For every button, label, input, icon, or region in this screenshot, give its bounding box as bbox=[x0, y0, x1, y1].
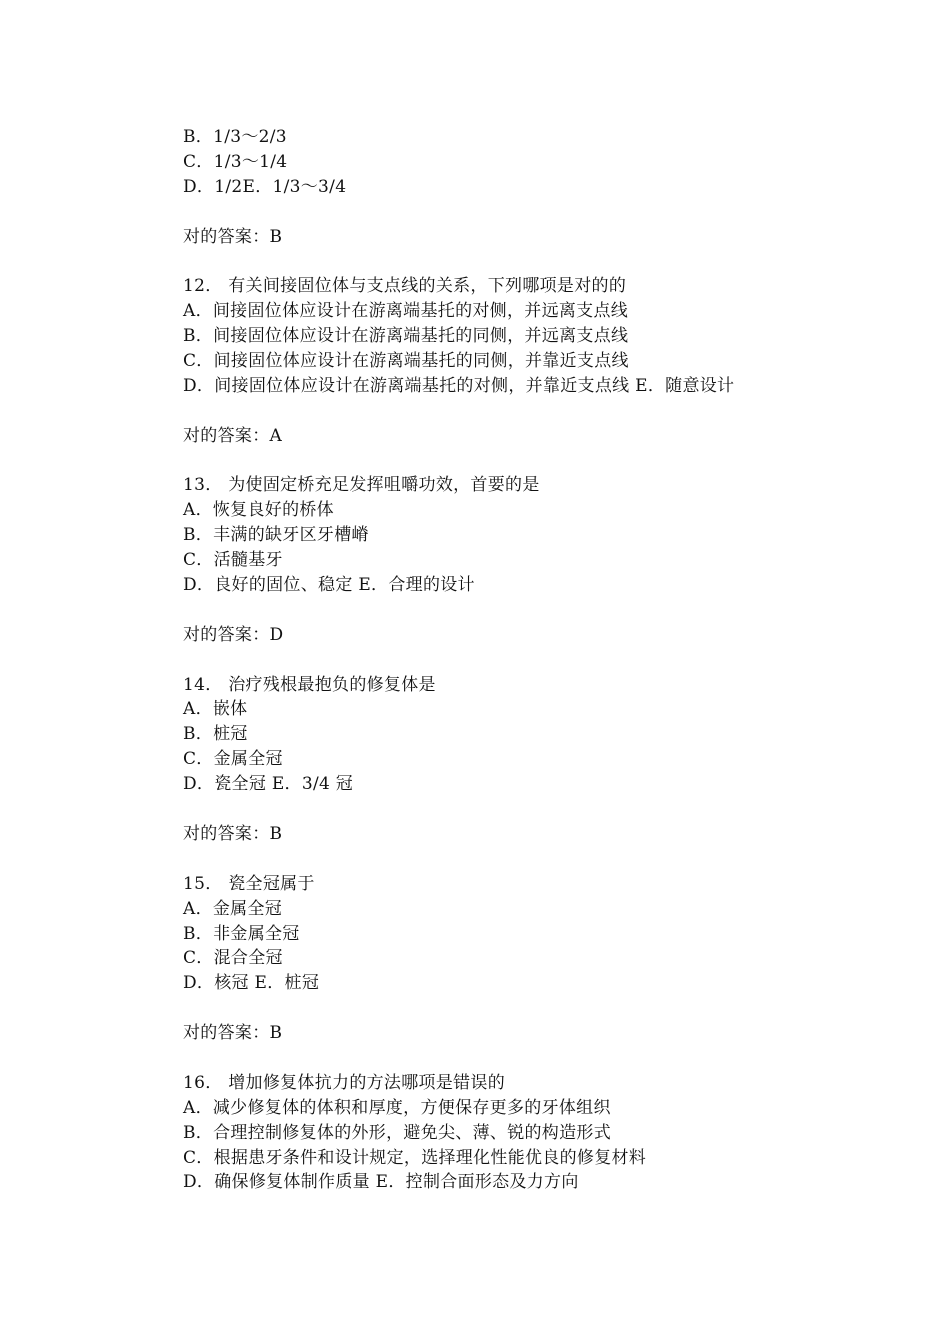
answer-13: 对的答案：D bbox=[183, 624, 284, 645]
question-12: 12． 有关间接固位体与支点线的关系，下列哪项是对的的 bbox=[183, 276, 627, 297]
spacer bbox=[183, 847, 903, 872]
q13-option-a: A．恢复良好的桥体 bbox=[183, 500, 334, 521]
q13-option-d-e: D．良好的固位、稳定 E．合理的设计 bbox=[183, 575, 475, 596]
q13-option-c: C．活髓基牙 bbox=[183, 550, 283, 571]
question-15: 15． 瓷全冠属于 bbox=[183, 873, 315, 894]
q16-option-c: C．根据患牙条件和设计规定，选择理化性能优良的修复材料 bbox=[183, 1147, 647, 1168]
q14-option-c: C．金属全冠 bbox=[183, 749, 283, 770]
q15-option-d-e: D．核冠 E．桩冠 bbox=[183, 973, 320, 994]
q16-option-b: B．合理控制修复体的外形，避免尖、薄、锐的构造形式 bbox=[183, 1122, 611, 1143]
q15-option-a: A．金属全冠 bbox=[183, 898, 283, 919]
spacer bbox=[183, 1046, 903, 1071]
q12-option-c: C．间接固位体应设计在游离端基托的同侧，并靠近支点线 bbox=[183, 351, 629, 372]
q15-option-c: C．混合全冠 bbox=[183, 948, 283, 969]
spacer bbox=[183, 399, 903, 424]
answer-14: 对的答案：B bbox=[183, 823, 283, 844]
answer-15: 对的答案：B bbox=[183, 1023, 283, 1044]
question-14: 14． 治疗残根最抱负的修复体是 bbox=[183, 674, 436, 695]
q12-option-a: A．间接固位体应设计在游离端基托的对侧，并远离支点线 bbox=[183, 301, 629, 322]
q16-option-a: A．减少修复体的体积和厚度，方便保存更多的牙体组织 bbox=[183, 1097, 611, 1118]
q14-option-d-e: D．瓷全冠 E．3/4 冠 bbox=[183, 774, 354, 795]
question-13: 13． 为使固定桥充足发挥咀嚼功效，首要的是 bbox=[183, 475, 540, 496]
q14-option-a: A．嵌体 bbox=[183, 699, 248, 720]
q14-option-b: B．桩冠 bbox=[183, 724, 248, 745]
q12-option-d-e: D．间接固位体应设计在游离端基托的对侧，并靠近支点线 E．随意设计 bbox=[183, 375, 735, 396]
spacer bbox=[183, 249, 903, 274]
option-b: B．1/3～2/3 bbox=[183, 127, 287, 147]
answer-12: 对的答案：A bbox=[183, 425, 283, 446]
spacer bbox=[183, 648, 903, 673]
q12-option-b: B．间接固位体应设计在游离端基托的同侧，并远离支点线 bbox=[183, 326, 629, 347]
document-body bbox=[183, 125, 903, 1195]
spacer bbox=[183, 797, 903, 822]
answer-11: 对的答案：B bbox=[183, 226, 283, 247]
question-16: 16． 增加修复体抗力的方法哪项是错误的 bbox=[183, 1072, 506, 1093]
spacer bbox=[183, 449, 903, 474]
q15-option-b: B．非金属全冠 bbox=[183, 923, 300, 944]
spacer bbox=[183, 598, 903, 623]
q16-option-d-e: D．确保修复体制作质量 E．控制合面形态及力方向 bbox=[183, 1172, 579, 1193]
option-d-e: D．1/2E．1/3～3/4 bbox=[183, 176, 347, 197]
spacer bbox=[183, 996, 903, 1021]
option-c: C．1/3～1/4 bbox=[183, 151, 288, 172]
q13-option-b: B．丰满的缺牙区牙槽嵴 bbox=[183, 525, 369, 546]
spacer bbox=[183, 200, 903, 225]
